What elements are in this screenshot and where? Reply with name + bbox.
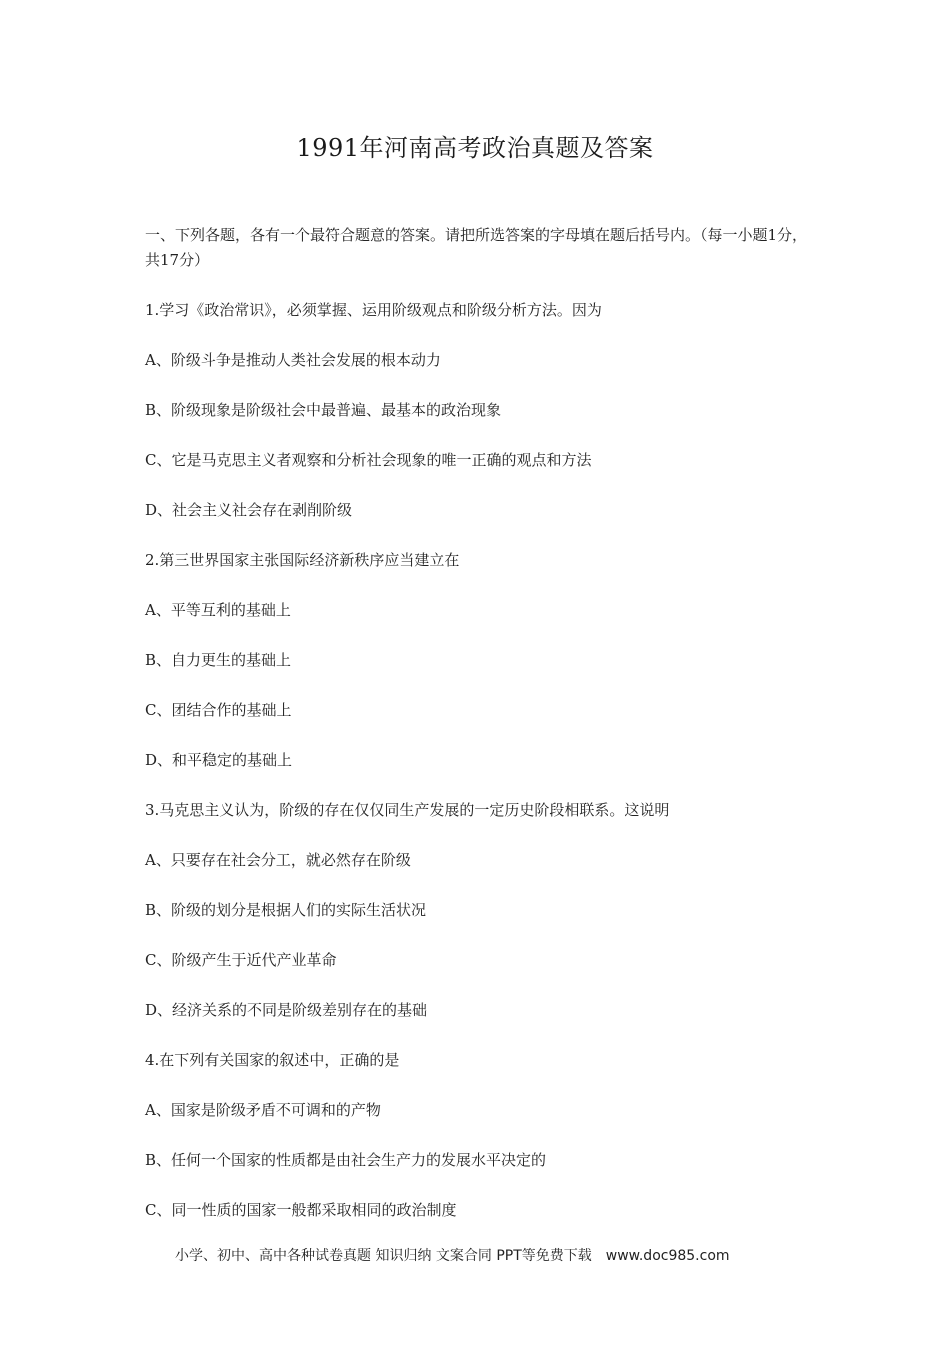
- question-4: 4.在下列有关国家的叙述中，正确的是: [145, 1051, 400, 1069]
- question-1-option-d: D、社会主义社会存在剥削阶级: [145, 501, 353, 519]
- question-4-option-a: A、国家是阶级矛盾不可调和的产物: [145, 1101, 381, 1119]
- question-2-option-b: B、自力更生的基础上: [145, 651, 292, 669]
- footer-note: 小学、初中、高中各种试卷真题 知识归纳 文案合同 PPT等免费下载 www.doc985.com: [175, 1248, 730, 1264]
- question-1-option-b: B、阶级现象是阶级社会中最普遍、最基本的政治现象: [145, 401, 502, 419]
- question-2-option-d: D、和平稳定的基础上: [145, 751, 293, 769]
- question-3-option-a: A、只要存在社会分工，就必然存在阶级: [145, 851, 411, 869]
- question-1: 1.学习《政治常识》，必须掌握、运用阶级观点和阶级分析方法。因为: [145, 301, 602, 319]
- question-4-option-b: B、任何一个国家的性质都是由社会生产力的发展水平决定的: [145, 1151, 547, 1169]
- question-4-option-c: C、同一性质的国家一般都采取相同的政治制度: [145, 1201, 457, 1219]
- page-title: 1991年河南高考政治真题及答案: [296, 134, 654, 162]
- question-2: 2.第三世界国家主张国际经济新秩序应当建立在: [145, 551, 460, 569]
- question-2-option-a: A、平等互利的基础上: [145, 601, 291, 619]
- question-1-option-a: A、阶级斗争是推动人类社会发展的根本动力: [145, 351, 441, 369]
- section-heading: 一、下列各题，各有一个最符合题意的答案。请把所选答案的字母填在题后括号内。（每一小题1分，共17分）: [145, 226, 808, 269]
- question-3-option-c: C、阶级产生于近代产业革命: [145, 951, 337, 969]
- question-2-option-c: C、团结合作的基础上: [145, 701, 292, 719]
- question-3-option-d: D、经济关系的不同是阶级差别存在的基础: [145, 1001, 428, 1019]
- question-3: 3.马克思主义认为，阶级的存在仅仅同生产发展的一定历史阶段相联系。这说明: [145, 801, 670, 819]
- question-1-option-c: C、它是马克思主义者观察和分析社会现象的唯一正确的观点和方法: [145, 451, 592, 469]
- question-3-option-b: B、阶级的划分是根据人们的实际生活状况: [145, 901, 427, 919]
